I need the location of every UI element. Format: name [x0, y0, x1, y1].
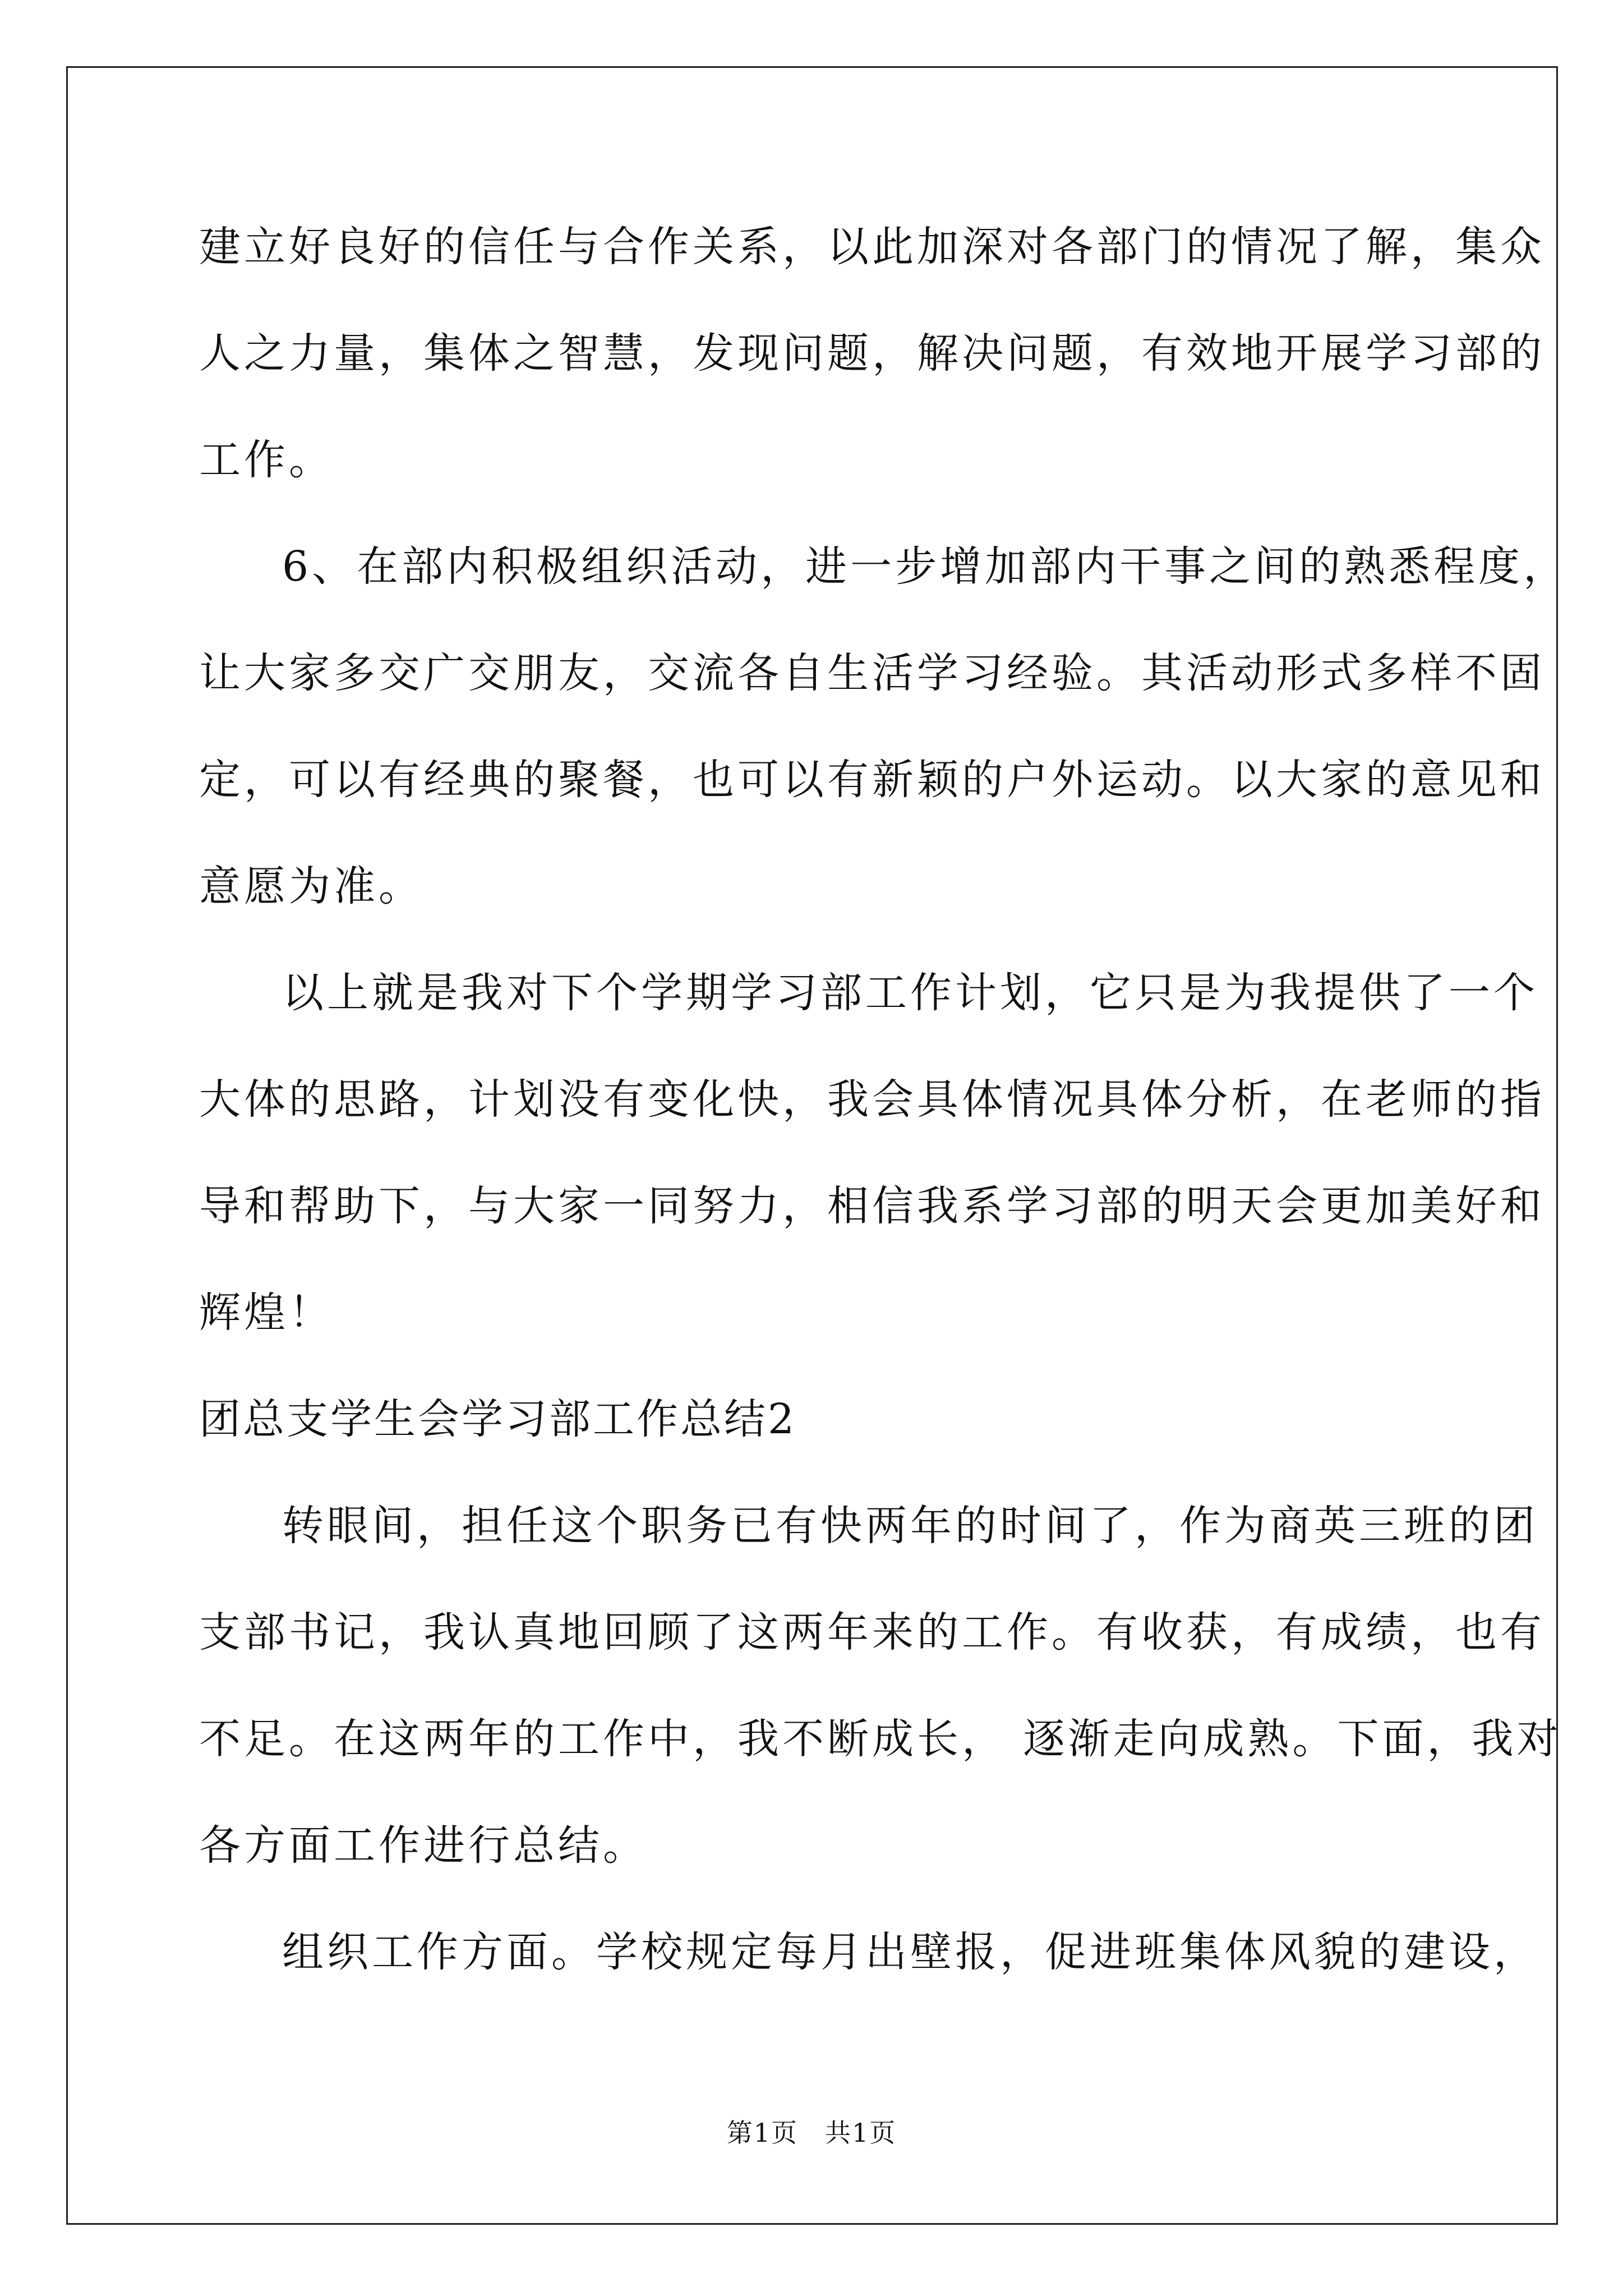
document-body [199, 213, 1569, 2025]
paragraph-line: 以上就是我对下个学期学习部工作计划，它只是为我提供了一个 [282, 969, 1538, 1017]
paragraph-line: 各方面工作进行总结。 [199, 1821, 648, 1870]
paragraph-line: 意愿为准。 [199, 862, 423, 910]
paragraph-line: 转眼间，担任这个职务已有快两年的时间了，作为商英三班的团 [282, 1502, 1538, 1550]
paragraph-line: 不足。在这两年的工作中，我不断成长， 逐渐走向成熟。下面，我对 [199, 1715, 1562, 1763]
paragraph-line: 6、在部内积极组织活动，进一步增加部内干事之间的熟悉程度， [282, 542, 1569, 591]
paragraph-line: 导和帮助下，与大家一同努力，相信我系学习部的明天会更加美好和 [199, 1182, 1545, 1230]
section-heading: 团总支学生会学习部工作总结2 [199, 1395, 797, 1443]
paragraph-line: 让大家多交广交朋友，交流各自生活学习经验。其活动形式多样不固 [199, 649, 1545, 697]
paragraph-line: 定，可以有经典的聚餐，也可以有新颖的户外运动。以大家的意见和 [199, 756, 1545, 804]
paragraph-line: 人之力量，集体之智慧，发现问题，解决问题，有效地开展学习部的 [199, 329, 1545, 378]
paragraph-line: 组织工作方面。学校规定每月出壁报，促进班集体风貌的建设， [282, 1928, 1538, 1976]
paragraph-line: 工作。 [199, 436, 334, 484]
paragraph-line: 辉煌！ [199, 1289, 334, 1337]
paragraph-line: 建立好良好的信任与合作关系，以此加深对各部门的情况了解，集众 [199, 223, 1545, 271]
paragraph-line: 支部书记，我认真地回顾了这两年来的工作。有收获，有成绩，也有 [199, 1608, 1545, 1657]
page-footer: 第1页 共1页 [726, 2118, 897, 2148]
paragraph-line: 大体的思路，计划没有变化快，我会具体情况具体分析，在老师的指 [199, 1075, 1545, 1124]
